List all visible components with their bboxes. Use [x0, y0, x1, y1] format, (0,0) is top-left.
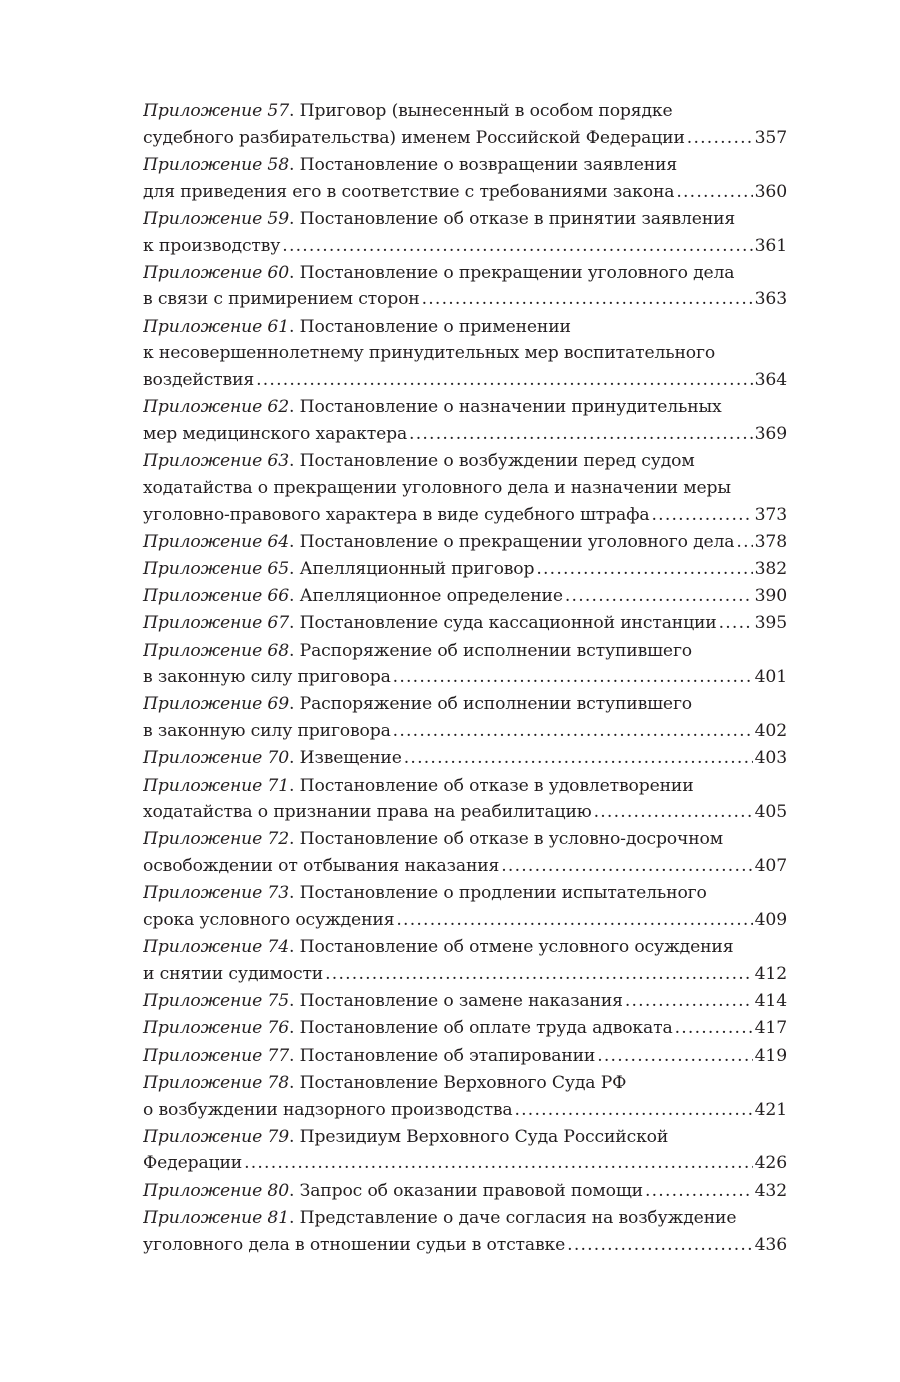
toc-entry-text — [143, 883, 707, 903]
page-number: 405 — [754, 802, 787, 823]
toc-entry-title: Постановление о возбуждении перед судом — [299, 451, 695, 472]
appendix-separator: . — [289, 613, 300, 634]
appendix-label: Приложение 57 — [143, 101, 290, 121]
toc-entry-title: Постановление о продлении испытательного — [299, 883, 707, 904]
toc-entry-line — [143, 394, 787, 421]
appendix-separator: . — [289, 154, 300, 175]
page-number: 390 — [754, 586, 787, 607]
appendix-label: Приложение 58 — [143, 154, 290, 175]
page-number: 382 — [754, 558, 787, 579]
toc-entry-title: Приговор (вынесенный в особом порядке — [299, 101, 673, 121]
page-number: 403 — [754, 748, 787, 769]
toc-entry[interactable] — [143, 1043, 787, 1070]
toc-entry-last-line — [143, 664, 787, 691]
toc-entry-line — [143, 152, 787, 179]
dot-leader — [594, 799, 753, 826]
page-number: 436 — [754, 1234, 787, 1255]
toc-entry-title: Постановление об этапировании — [299, 1045, 596, 1066]
appendix-label: Приложение 65 — [143, 558, 290, 579]
dot-leader — [409, 421, 753, 448]
appendix-label: Приложение 68 — [143, 640, 290, 661]
toc-entry-title: к производству — [143, 235, 281, 256]
toc-entry[interactable] — [143, 448, 787, 528]
toc-entry[interactable] — [143, 1124, 787, 1177]
toc-entry-title: и снятии судимости — [143, 964, 324, 984]
toc-entry-line — [143, 638, 787, 665]
toc-entry-line — [143, 1070, 787, 1097]
appendix-label: Приложение 64 — [143, 531, 290, 552]
toc-entry-line — [143, 773, 787, 800]
appendix-separator: . — [289, 640, 300, 661]
toc-entry-title: Постановление о применении — [299, 316, 571, 337]
toc-entry-text — [143, 478, 731, 498]
toc-entry-last-line — [143, 233, 787, 260]
appendix-separator: . — [289, 262, 300, 283]
toc-entry-line — [143, 1124, 787, 1151]
dot-leader — [422, 286, 753, 313]
page-number: 417 — [754, 1018, 787, 1039]
toc-entry[interactable] — [143, 206, 787, 259]
appendix-separator: . — [289, 883, 300, 904]
toc-entry-text — [143, 799, 592, 826]
toc-entry-line — [143, 475, 787, 502]
dot-leader — [514, 1097, 752, 1124]
toc-entry-title: Постановление об отмене условного осуждения — [299, 937, 734, 958]
toc-entry[interactable] — [143, 152, 787, 205]
toc-entry[interactable] — [143, 745, 787, 772]
toc-entry-title: освобождении от отбывания наказания — [143, 856, 500, 877]
toc-entry-text — [143, 1015, 673, 1042]
dot-leader — [282, 233, 752, 260]
page-number: 363 — [754, 289, 787, 310]
toc-entry-text — [143, 694, 692, 714]
toc-entry-title: в законную силу приговора — [143, 721, 391, 742]
toc-entry-last-line — [143, 718, 787, 745]
toc-entry-title: Постановление о прекращении уголовного дела — [299, 262, 735, 283]
appendix-label: Приложение 61 — [143, 316, 290, 337]
page-number: 369 — [754, 423, 787, 444]
appendix-label: Приложение 67 — [143, 613, 290, 634]
dot-leader — [536, 556, 752, 583]
dot-leader — [325, 961, 753, 988]
toc-entry[interactable] — [143, 394, 787, 447]
toc-entry-line — [143, 314, 787, 341]
toc-entry-last-line — [143, 907, 787, 934]
dot-leader — [256, 367, 753, 394]
dot-leader — [625, 988, 753, 1015]
toc-entry[interactable] — [143, 773, 787, 826]
toc-entry-title: уголовного дела в отношении судьи в отставке — [143, 1234, 566, 1255]
appendix-separator: . — [289, 397, 300, 418]
toc-entry-title: Апелляционный приговор — [299, 558, 535, 579]
appendix-label: Приложение 75 — [143, 991, 290, 1012]
toc-entry-text — [143, 451, 695, 471]
toc-entry-text — [143, 1150, 242, 1177]
page-number: 401 — [754, 667, 787, 688]
toc-entry[interactable] — [143, 1015, 787, 1042]
appendix-separator: . — [289, 748, 300, 769]
toc-entry-title: к несовершеннолетнему принудительных мер воспитательного — [143, 343, 716, 364]
table-of-contents — [143, 98, 787, 1259]
page-number: 360 — [754, 181, 787, 202]
toc-entry-text — [143, 776, 694, 796]
appendix-label: Приложение 73 — [143, 883, 290, 904]
appendix-separator: . — [289, 1072, 300, 1093]
toc-entry-last-line — [143, 610, 787, 637]
toc-entry[interactable] — [143, 988, 787, 1015]
toc-entry-last-line — [143, 853, 787, 880]
toc-entry-last-line — [143, 961, 787, 988]
toc-entry-last-line — [143, 583, 787, 610]
toc-entry-text — [143, 155, 677, 175]
toc-entry-last-line — [143, 745, 787, 772]
appendix-separator: . — [289, 316, 300, 337]
toc-entry-title: Постановление об отказе в удовлетворении — [299, 775, 694, 796]
toc-entry-title: о возбуждении надзорного производства — [143, 1099, 513, 1120]
toc-entry-text — [143, 286, 420, 313]
toc-entry-title: Постановление о назначении принудительных — [299, 397, 722, 418]
toc-entry-text — [143, 1127, 668, 1147]
toc-entry-last-line — [143, 1043, 787, 1070]
appendix-label: Приложение 62 — [143, 397, 290, 418]
appendix-label: Приложение 69 — [143, 694, 290, 715]
appendix-label: Приложение 59 — [143, 208, 290, 229]
appendix-label: Приложение 71 — [143, 775, 290, 796]
toc-entry-last-line — [143, 421, 787, 448]
toc-entry-text — [143, 502, 650, 529]
page-number: 432 — [754, 1180, 787, 1201]
toc-entry-text — [143, 343, 715, 363]
dot-leader — [567, 1232, 752, 1259]
toc-entry-last-line — [143, 988, 787, 1015]
appendix-separator: . — [289, 1207, 300, 1228]
toc-entry-line — [143, 880, 787, 907]
toc-entry-title: судебного разбирательства) именем Российской Федерации — [143, 127, 685, 148]
appendix-label: Приложение 79 — [143, 1126, 290, 1147]
toc-entry-title: Постановление суда кассационной инстанции — [299, 613, 717, 634]
appendix-separator: . — [289, 1180, 300, 1201]
page-number: 357 — [754, 127, 787, 148]
toc-entry-last-line — [143, 286, 787, 313]
toc-entry-title: Запрос об оказании правовой помощи — [299, 1180, 643, 1201]
appendix-label: Приложение 78 — [143, 1072, 290, 1093]
appendix-label: Приложение 77 — [143, 1045, 290, 1066]
toc-entry-line — [143, 260, 787, 287]
page-number: 378 — [754, 531, 787, 552]
appendix-label: Приложение 81 — [143, 1207, 290, 1228]
toc-entry-last-line — [143, 1178, 787, 1205]
toc-entry-text — [143, 907, 394, 934]
toc-entry-text — [143, 829, 723, 849]
appendix-separator: . — [289, 531, 300, 552]
toc-entry-title: в связи с примирением сторон — [143, 289, 420, 310]
toc-entry[interactable] — [143, 1205, 787, 1258]
toc-entry-text — [143, 988, 623, 1015]
toc-entry-line — [143, 826, 787, 853]
toc-entry-title: уголовно-правового характера в виде судебного штрафа — [143, 504, 650, 525]
toc-entry-text — [143, 583, 563, 610]
dot-leader — [501, 853, 752, 880]
toc-entry-last-line — [143, 529, 787, 556]
toc-entry-line — [143, 934, 787, 961]
toc-entry-text — [143, 1043, 595, 1070]
page-number: 414 — [754, 991, 787, 1012]
toc-entry-title: ходатайства о прекращении уголовного дела и назначении меры — [143, 477, 731, 498]
page-number: 407 — [754, 856, 787, 877]
toc-entry-last-line — [143, 502, 787, 529]
page-number: 361 — [754, 235, 787, 256]
toc-entry-text — [143, 263, 734, 283]
appendix-label: Приложение 60 — [143, 262, 290, 283]
appendix-separator: . — [289, 775, 300, 796]
toc-entry-title: срока условного осуждения — [143, 910, 395, 931]
toc-entry-title: Постановление о замене наказания — [299, 991, 623, 1012]
toc-entry-title: Президиум Верховного Суда Российской — [299, 1126, 669, 1147]
toc-entry-text — [143, 610, 717, 637]
appendix-separator: . — [289, 991, 300, 1012]
toc-entry-text — [143, 1097, 512, 1124]
toc-entry-last-line — [143, 799, 787, 826]
toc-entry[interactable] — [143, 826, 787, 879]
toc-entry[interactable] — [143, 556, 787, 583]
appendix-label: Приложение 63 — [143, 451, 290, 472]
page-number: 409 — [754, 910, 787, 931]
appendix-separator: . — [289, 101, 300, 121]
appendix-separator: . — [289, 451, 300, 472]
toc-entry[interactable] — [143, 934, 787, 987]
toc-entry-text — [143, 317, 571, 337]
toc-entry-text — [143, 125, 685, 152]
dot-leader — [687, 125, 753, 152]
appendix-label: Приложение 66 — [143, 586, 290, 607]
toc-entry[interactable] — [143, 638, 787, 691]
page-number: 395 — [754, 613, 787, 634]
toc-entry-line — [143, 340, 787, 367]
toc-entry[interactable] — [143, 314, 787, 394]
toc-entry-line — [143, 98, 787, 125]
toc-entry-last-line — [143, 367, 787, 394]
appendix-label: Приложение 74 — [143, 937, 290, 958]
toc-entry-last-line — [143, 1097, 787, 1124]
appendix-separator: . — [289, 937, 300, 958]
page-number: 419 — [754, 1045, 787, 1066]
page-number: 426 — [754, 1153, 787, 1174]
dot-leader — [675, 1015, 753, 1042]
toc-entry-text — [143, 853, 499, 880]
appendix-label: Приложение 70 — [143, 748, 290, 769]
dot-leader — [404, 745, 753, 772]
toc-entry-text — [143, 641, 692, 661]
dot-leader — [565, 583, 753, 610]
toc-entry-text — [143, 556, 534, 583]
appendix-label: Приложение 80 — [143, 1180, 290, 1201]
toc-entry-title: Извещение — [299, 748, 402, 769]
toc-entry[interactable] — [143, 529, 787, 556]
toc-entry-title: Постановление Верховного Суда РФ — [299, 1072, 627, 1093]
toc-entry-text — [143, 664, 391, 691]
toc-entry-title: Представление о даче согласия на возбуждение — [299, 1207, 737, 1228]
toc-entry-title: мер медицинского характера — [143, 423, 408, 444]
page-number: 364 — [754, 370, 787, 391]
toc-entry-text — [143, 745, 402, 772]
toc-entry-text — [143, 397, 722, 417]
toc-entry-last-line — [143, 1232, 787, 1259]
dot-leader — [597, 1043, 752, 1070]
toc-entry-line — [143, 691, 787, 718]
toc-entry-last-line — [143, 1150, 787, 1177]
dot-leader — [736, 529, 752, 556]
toc-entry-last-line — [143, 1015, 787, 1042]
toc-entry-line — [143, 206, 787, 233]
toc-entry[interactable] — [143, 1070, 787, 1123]
toc-entry-line — [143, 448, 787, 475]
toc-entry[interactable] — [143, 1178, 787, 1205]
page-number: 373 — [754, 504, 787, 525]
toc-entry-title: для приведения его в соответствие с требованиями закона — [143, 181, 675, 202]
toc-entry-title: Постановление об оплате труда адвоката — [299, 1018, 673, 1039]
toc-entry[interactable] — [143, 880, 787, 933]
toc-entry-title: Постановление о возвращении заявления — [299, 154, 678, 175]
toc-entry-title: Постановление о прекращении уголовного дела — [299, 531, 735, 552]
dot-leader — [719, 610, 753, 637]
dot-leader — [652, 502, 753, 529]
page-number: 412 — [754, 964, 787, 984]
toc-entry-title: Постановление об отказе в принятии заявления — [299, 208, 736, 229]
toc-entry-text — [143, 179, 674, 206]
toc-entry-title: воздействия — [143, 370, 255, 391]
appendix-separator: . — [289, 694, 300, 715]
toc-entry-text — [143, 101, 673, 121]
dot-leader — [244, 1150, 753, 1177]
appendix-separator: . — [289, 829, 300, 850]
appendix-separator: . — [289, 1018, 300, 1039]
page-number: 421 — [754, 1099, 787, 1120]
toc-entry-title: Постановление об отказе в условно-досрочном — [299, 829, 723, 850]
toc-entry-text — [143, 718, 391, 745]
appendix-separator: . — [289, 1126, 300, 1147]
toc-entry-title: Распоряжение об исполнении вступившего — [299, 694, 693, 715]
toc-entry[interactable] — [143, 610, 787, 637]
dot-leader — [393, 718, 753, 745]
dot-leader — [676, 179, 752, 206]
appendix-separator: . — [289, 1045, 300, 1066]
dot-leader — [645, 1178, 753, 1205]
toc-entry-text — [143, 367, 254, 394]
toc-entry-title: Распоряжение об исполнении вступившего — [299, 640, 693, 661]
toc-entry-last-line — [143, 179, 787, 206]
appendix-label: Приложение 76 — [143, 1018, 290, 1039]
toc-entry-text — [143, 233, 280, 260]
toc-entry-text — [143, 1208, 736, 1228]
appendix-label: Приложение 72 — [143, 829, 290, 850]
toc-entry-text — [143, 1073, 626, 1093]
toc-entry-title: Федерации — [143, 1153, 243, 1174]
dot-leader — [396, 907, 752, 934]
toc-entry-title: Апелляционное определение — [299, 586, 563, 607]
toc-entry-line — [143, 1205, 787, 1232]
toc-entry-text — [143, 937, 733, 957]
toc-entry-text — [143, 961, 323, 988]
toc-entry-text — [143, 529, 734, 556]
toc-entry[interactable] — [143, 583, 787, 610]
toc-entry-title: ходатайства о признании права на реабилитацию — [143, 802, 592, 823]
toc-entry-text — [143, 1178, 643, 1205]
toc-entry-text — [143, 421, 407, 448]
toc-entry-text — [143, 1232, 565, 1259]
appendix-separator: . — [289, 558, 300, 579]
appendix-separator: . — [289, 586, 300, 607]
toc-entry[interactable] — [143, 260, 787, 313]
dot-leader — [393, 664, 753, 691]
toc-entry-last-line — [143, 125, 787, 152]
toc-entry[interactable] — [143, 98, 787, 151]
toc-entry-last-line — [143, 556, 787, 583]
toc-entry-title: в законную силу приговора — [143, 667, 391, 688]
toc-entry[interactable] — [143, 691, 787, 744]
toc-entry-text — [143, 209, 735, 229]
appendix-separator: . — [289, 208, 300, 229]
page-number: 402 — [754, 721, 787, 742]
